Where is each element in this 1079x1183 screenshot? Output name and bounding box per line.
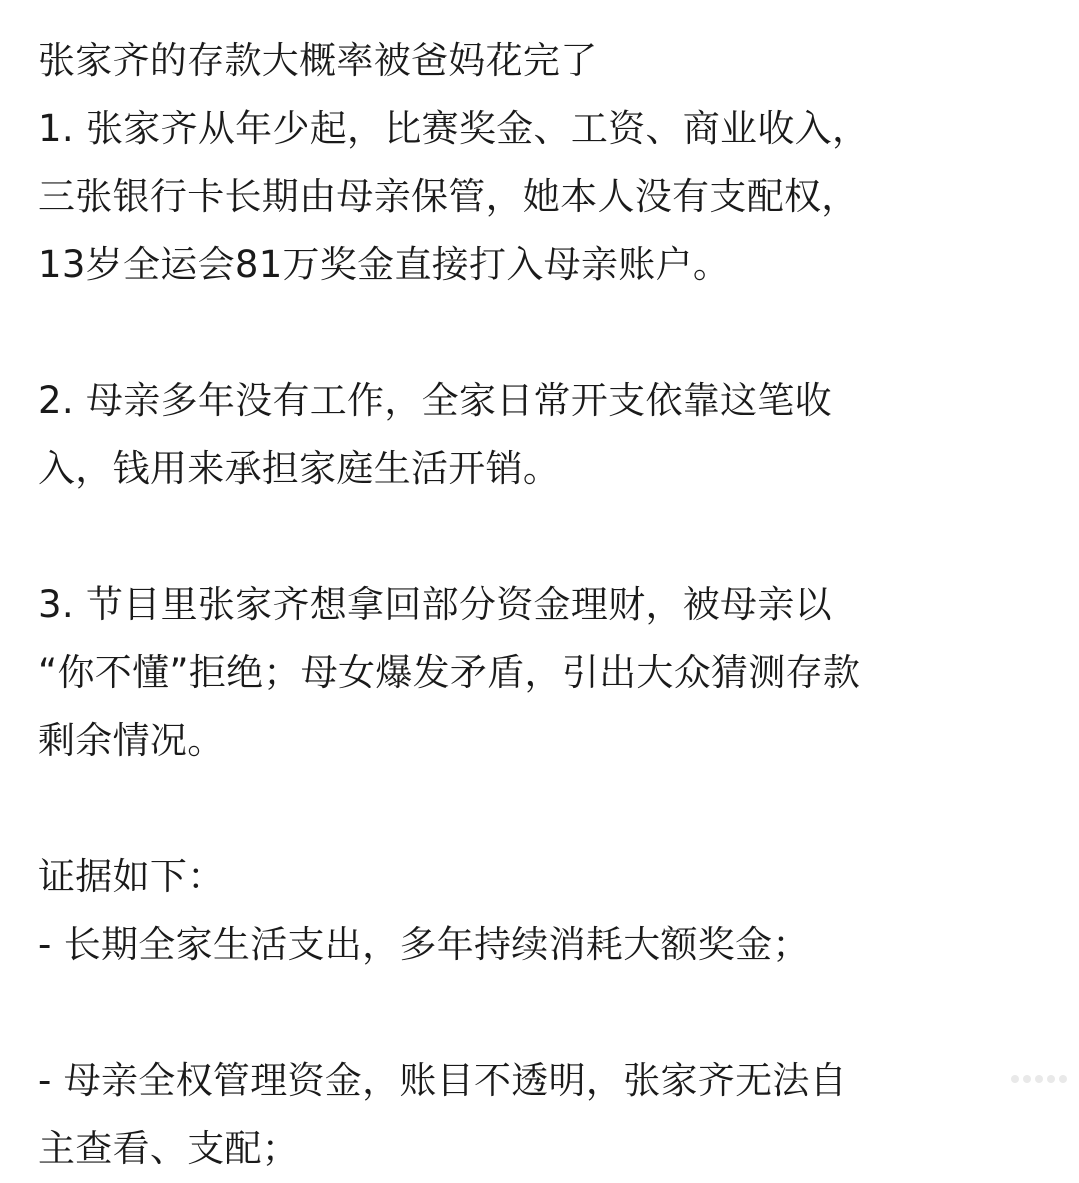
post-title: 张家齐的存款大概率被爸妈花完了: [38, 39, 598, 82]
watermark-dot: [1011, 1075, 1019, 1083]
watermark-dots: [1011, 1075, 1067, 1083]
watermark-dot: [1047, 1075, 1055, 1083]
point-3-line-2: “你不懂”拒绝；母女爆发矛盾，引出大众猜测存款: [38, 651, 861, 694]
point-1-line-2: 三张银行卡长期由母亲保管，她本人没有支配权，: [38, 175, 859, 218]
evidence-item-1: - 长期全家生活支出，多年持续消耗大额奖金；: [38, 923, 810, 966]
point-1-line-1: 1. 张家齐从年少起，比赛奖金、工资、商业收入，: [38, 107, 870, 150]
evidence-item-2-line-1: - 母亲全权管理资金，账目不透明，张家齐无法自: [38, 1059, 848, 1102]
watermark-dot: [1023, 1075, 1031, 1083]
paragraph-gap: [38, 299, 1048, 367]
evidence-heading: 证据如下：: [38, 855, 225, 898]
paragraph-gap: [38, 503, 1048, 571]
watermark-dot: [1035, 1075, 1043, 1083]
point-3-line-3: 剩余情况。: [38, 719, 225, 762]
point-2-line-1: 2. 母亲多年没有工作，全家日常开支依靠这笔收: [38, 379, 832, 422]
point-3-line-1: 3. 节目里张家齐想拿回部分资金理财，被母亲以: [38, 583, 832, 626]
point-1-line-3: 13岁全运会81万奖金直接打入母亲账户。: [38, 243, 731, 286]
paragraph-gap: [38, 775, 1048, 843]
evidence-item-2-line-2: 主查看、支配；: [38, 1127, 300, 1170]
paragraph-gap: [38, 979, 1048, 1047]
point-2-line-2: 入，钱用来承担家庭生活开销。: [38, 447, 561, 490]
watermark-dot: [1059, 1075, 1067, 1083]
post-body: [38, 27, 1048, 1183]
